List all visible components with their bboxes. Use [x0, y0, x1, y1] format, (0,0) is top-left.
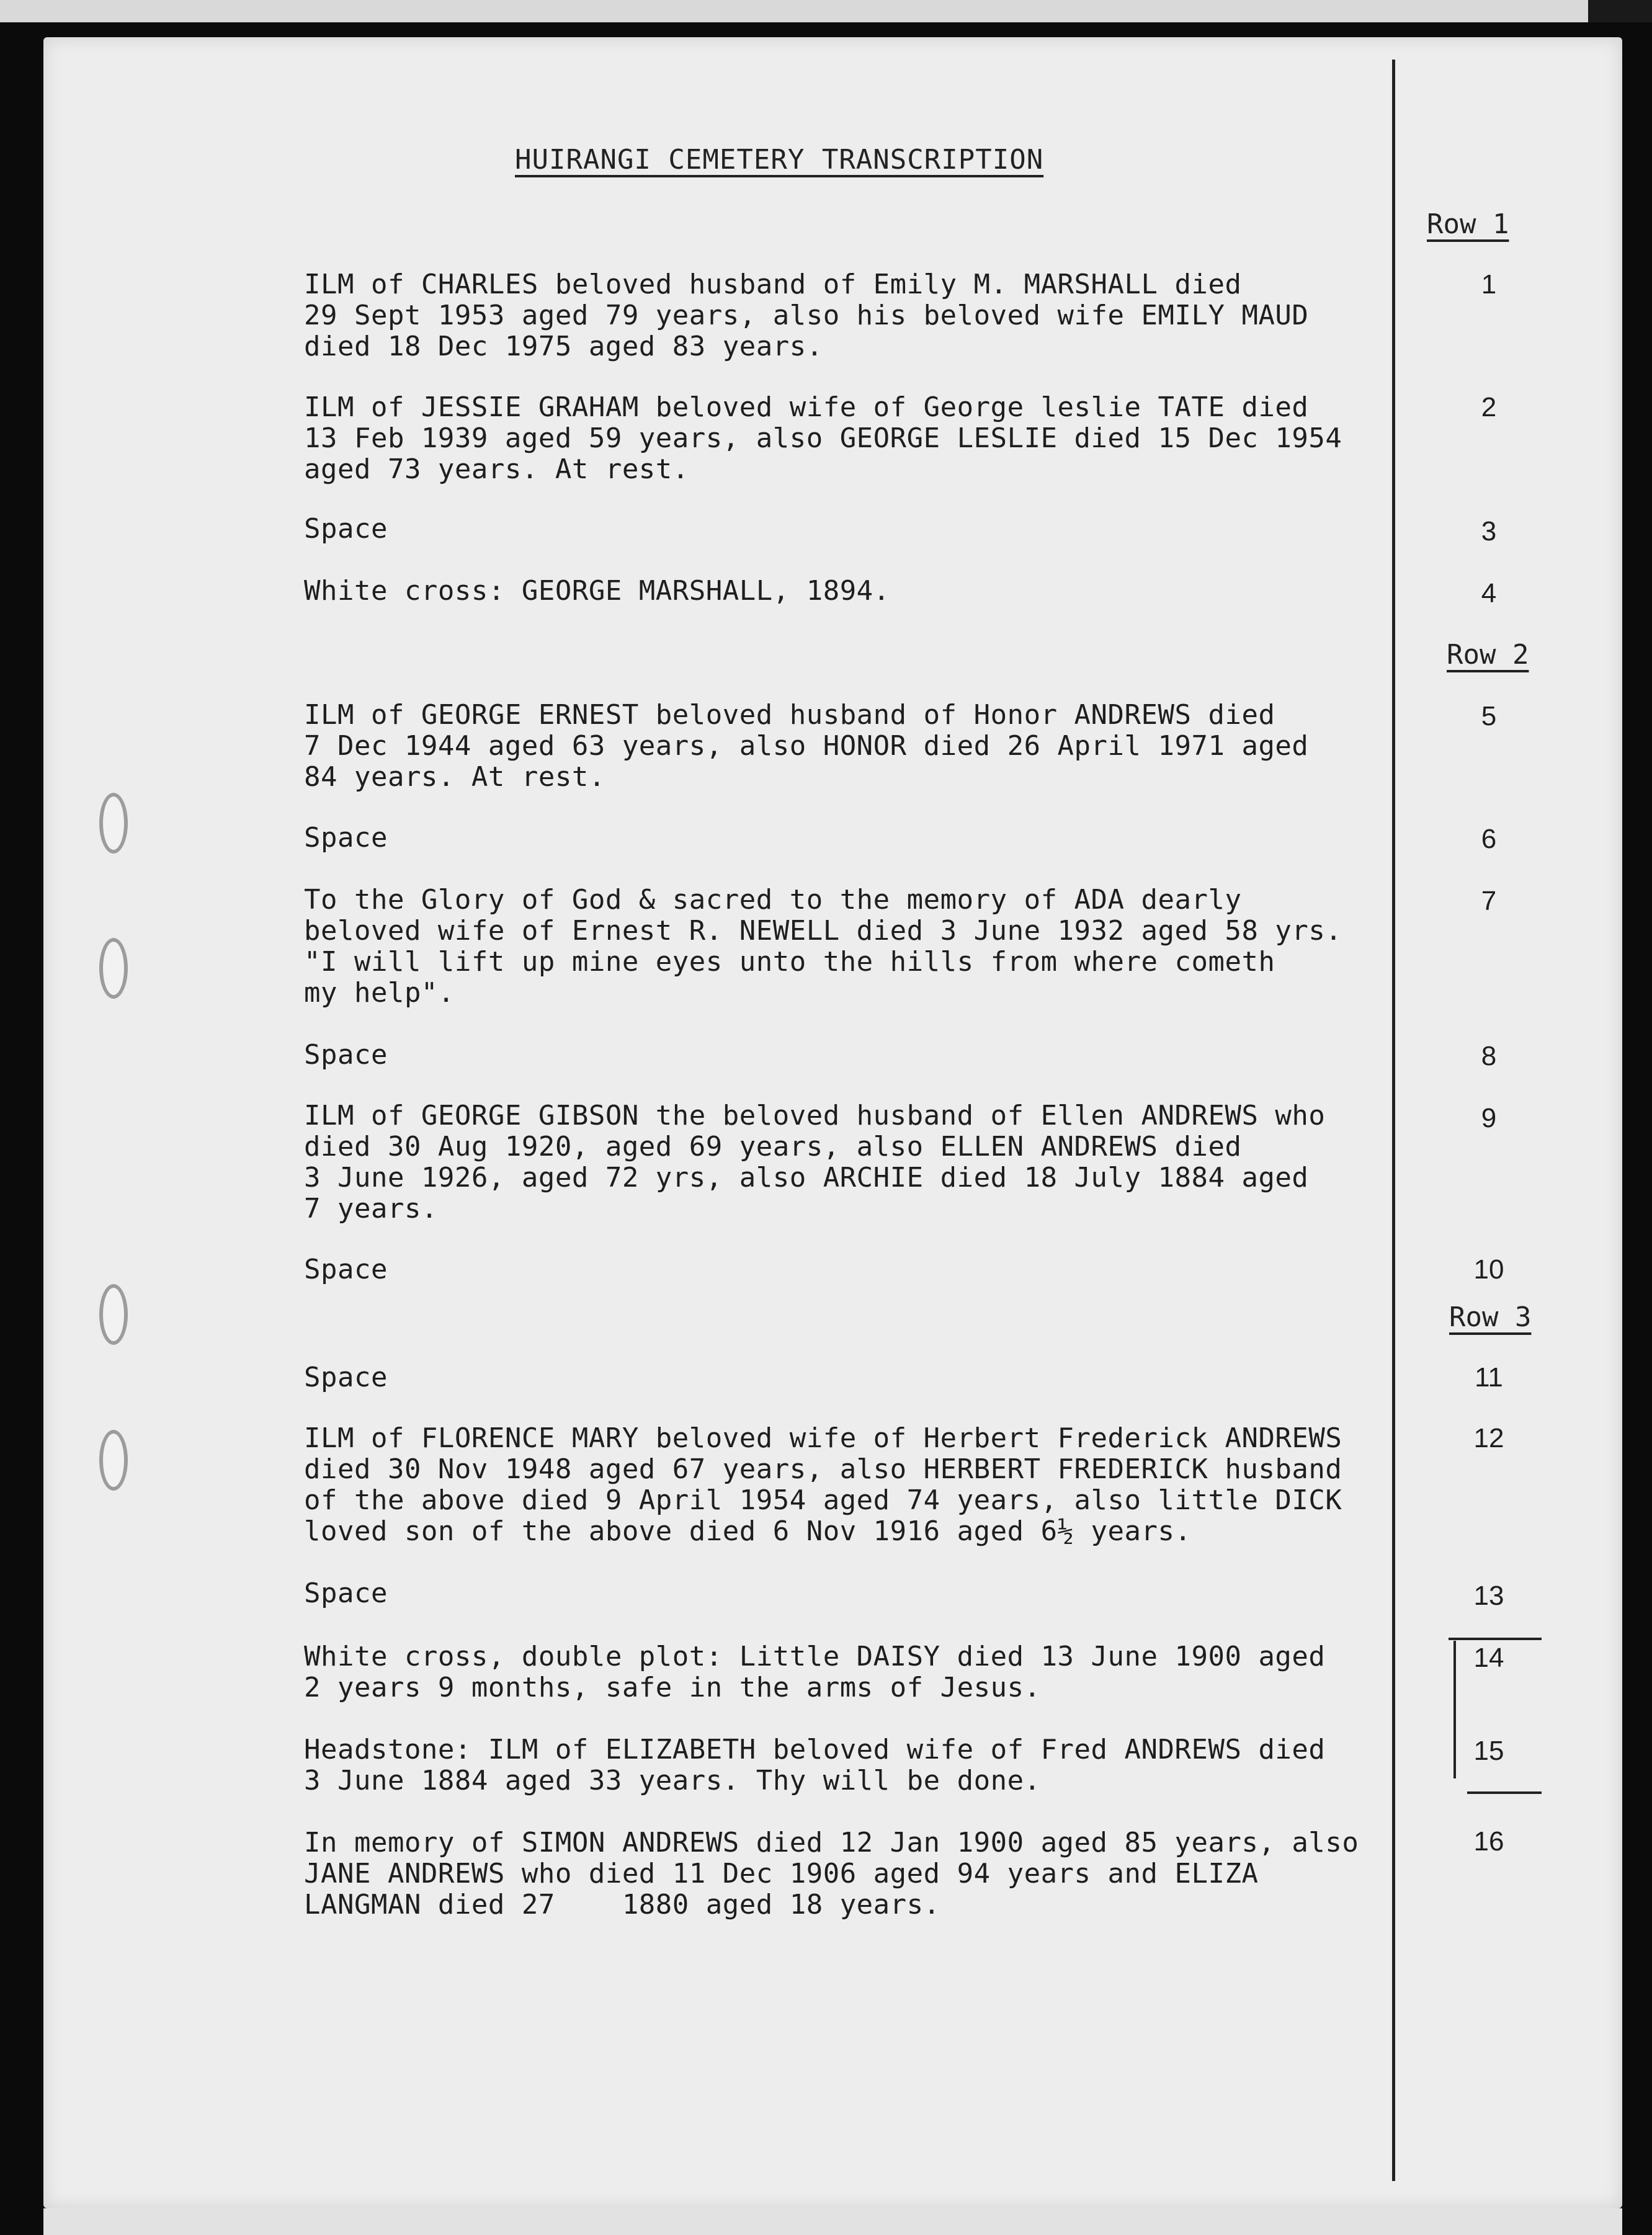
entry-number: 13: [1473, 1581, 1504, 1611]
binder-hole-icon: [99, 793, 128, 854]
entry-text: ILM of JESSIE GRAHAM beloved wife of George leslie TATE died 13 Feb 1939 aged 59 years, also GEORGE LESLIE died 15 Dec 1954 aged 73 years. At rest.: [304, 391, 1342, 485]
page-title: HUIRANGI CEMETERY TRANSCRIPTION: [515, 144, 1044, 176]
binder-hole-icon: [99, 1430, 128, 1491]
binder-hole-icon: [99, 938, 128, 999]
scan-top-edge: [0, 0, 1652, 22]
entry-text: Space: [304, 1039, 388, 1071]
entry-text: In memory of SIMON ANDREWS died 12 Jan 1900 aged 85 years, also JANE ANDREWS who died 11 Dec 1906 aged 94 years and ELIZA LANGMAN died 27 1880 aged 18 years.: [304, 1827, 1359, 1920]
entry-number: 1: [1481, 269, 1497, 300]
row-label: Row 3: [1449, 1301, 1532, 1333]
entry-number: 5: [1481, 701, 1497, 731]
bracket-line: [1449, 1638, 1542, 1640]
entry-text: ILM of GEORGE GIBSON the beloved husband of Ellen ANDREWS who died 30 Aug 1920, aged 69 years, also ELLEN ANDREWS died 3 June 1926, aged 72 yrs, also ARCHIE died 18 July 1884 aged 7 years.: [304, 1100, 1326, 1225]
binder-hole-icon: [99, 1284, 128, 1345]
entry-text: Space: [304, 822, 388, 854]
entry-text: ILM of GEORGE ERNEST beloved husband of Honor ANDREWS died 7 Dec 1944 aged 63 years, also HONOR died 26 April 1971 aged 84 years. At rest.: [304, 699, 1309, 793]
entry-number: 6: [1481, 824, 1497, 854]
entry-text: To the Glory of God & sacred to the memory of ADA dearly beloved wife of Ernest R. NEWELL died 3 June 1932 aged 58 yrs. "I will lift up mine eyes unto the hills from where cometh my help".: [304, 884, 1342, 1009]
entry-number: 14: [1473, 1643, 1504, 1673]
scan-corner: [1588, 0, 1652, 22]
entry-text: ILM of CHARLES beloved husband of Emily M. MARSHALL died 29 Sept 1953 aged 79 years, also his beloved wife EMILY MAUD died 18 Dec 1975 aged 83 years.: [304, 269, 1309, 362]
entry-number: 15: [1473, 1736, 1504, 1766]
entry-text: Space: [304, 1254, 388, 1285]
entry-text: Headstone: ILM of ELIZABETH beloved wife of Fred ANDREWS died 3 June 1884 aged 33 years. Thy will be done.: [304, 1734, 1326, 1796]
entry-number: 3: [1481, 516, 1497, 546]
row-label: Row 1: [1427, 208, 1509, 240]
entry-number: 16: [1473, 1826, 1504, 1857]
entry-number: 12: [1473, 1423, 1504, 1453]
row-label: Row 2: [1447, 639, 1529, 671]
entry-number: 7: [1481, 886, 1497, 916]
entry-text: Space: [304, 1577, 388, 1609]
entry-number: 2: [1481, 392, 1497, 422]
entry-text: White cross: GEORGE MARSHALL, 1894.: [304, 575, 890, 607]
scan-bottom-edge: [43, 2208, 1622, 2235]
bracket-line: [1467, 1791, 1542, 1794]
entry-number: 11: [1475, 1362, 1503, 1393]
entry-number: 8: [1481, 1041, 1497, 1071]
entry-number: 10: [1473, 1254, 1504, 1285]
entry-text: White cross, double plot: Little DAISY died 13 June 1900 aged 2 years 9 months, safe in the arms of Jesus.: [304, 1641, 1326, 1703]
entry-text: Space: [304, 513, 388, 545]
entry-number: 9: [1481, 1103, 1497, 1133]
entry-text: Space: [304, 1362, 388, 1393]
entry-number: 4: [1481, 578, 1497, 609]
entry-text: ILM of FLORENCE MARY beloved wife of Herbert Frederick ANDREWS died 30 Nov 1948 aged 67 years, also HERBERT FREDERICK husband of the above died 9 April 1954 aged 74 years, also little DICK loved son of the above died 6 Nov 1916 aged 6½ years.: [304, 1422, 1342, 1547]
